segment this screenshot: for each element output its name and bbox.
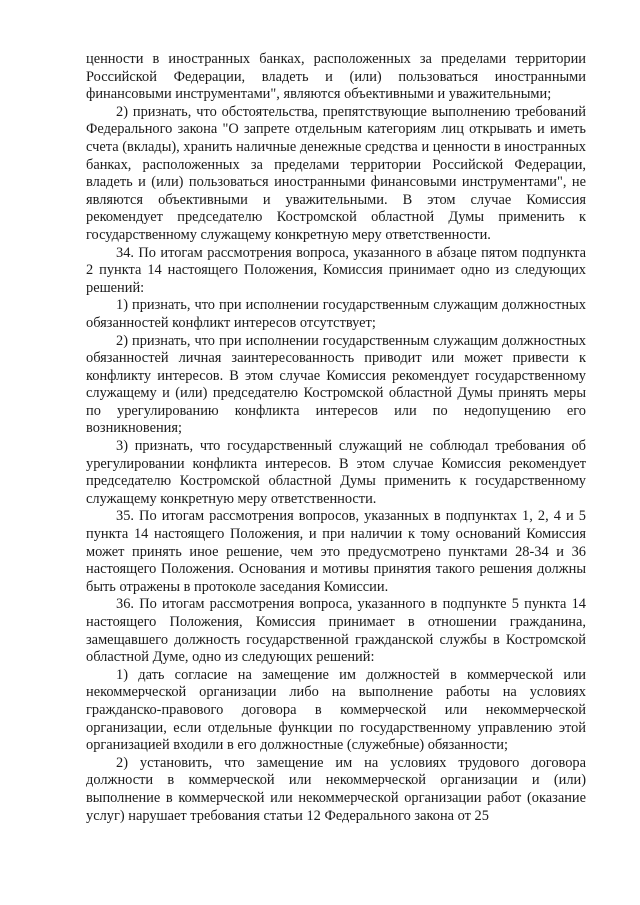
paragraph-item-1: 1) признать, что при исполнении государственным служащим должностных обязанностей конфликт интересов отсутствует;	[86, 297, 586, 331]
paragraph-item-2: 2) признать, что обстоятельства, препятствующие выполнению требований Федерального закона "О запрете отдельным категориям лиц открывать и иметь счета (вклады), хранить наличные денежные средства и ценности в иностранных банках, расположенных за пределами территории Российской Федерации, владеть и (или) пользоваться иностранными финансовыми инструментами", не являются объективными и уважительными. В этом случае Комиссия рекомендует председателю Костромской областной Думы применить к государственному служащему конкретную меру ответственности.	[86, 103, 586, 243]
paragraph-item-3: 3) признать, что государственный служащий не соблюдал требования об урегулировании конфликта интересов. В этом случае Комиссия рекомендует председателю Костромской областной Думы применить к государственному служащему конкретную меру ответственности.	[86, 438, 586, 507]
paragraph-item-2: 2) признать, что при исполнении государственным служащим должностных обязанностей личная заинтересованность приводит или может привести к конфликту интересов. В этом случае Комиссия рекомендует государственному служащему и (или) председателю Костромской областной Думы принять меры по урегулированию конфликта интересов или по недопущению его возникновения;	[86, 332, 586, 437]
paragraph-item-2: 2) установить, что замещение им на условиях трудового договора должности в коммерческой или некоммерческой организации и (или) выполнение в коммерческой или некоммерческой организации работ (оказание услуг) нарушает требования статьи 12 Федерального закона от 25	[86, 754, 586, 824]
paragraph-item-1: 1) дать согласие на замещение им должностей в коммерческой или некоммерческой организации либо на выполнение работы на условиях гражданско-правового договора в коммерческой или некоммерческой организации, если отдельные функции по государственному управлению этой организацией входили в его должностные (служебные) обязанности;	[86, 666, 586, 754]
document-body	[86, 51, 586, 825]
paragraph-clause-34: 34. По итогам рассмотрения вопроса, указанного в абзаце пятом подпункта 2 пункта 14 настоящего Положения, Комиссия принимает одно из следующих решений:	[86, 244, 586, 296]
paragraph-clause-36: 36. По итогам рассмотрения вопроса, указанного в подпункте 5 пункта 14 настоящего Положения, Комиссия принимает в отношении гражданина, замещавшего должность государственной гражданской службы в Костромской областной Думе, одно из следующих решений:	[86, 596, 586, 666]
paragraph-continuation: ценности в иностранных банках, расположенных за пределами территории Российской Федерации, владеть и (или) пользоваться иностранными финансовыми инструментами", являются объективными и уважительными;	[86, 51, 586, 103]
paragraph-clause-35: 35. По итогам рассмотрения вопросов, указанных в подпунктах 1, 2, 4 и 5 пункта 14 настоящего Положения, и при наличии к тому оснований Комиссия может принять иное решение, чем это предусмотрено пунктами 28-34 и 36 настоящего Положения. Основания и мотивы принятия такого решения должны быть отражены в протоколе заседания Комиссии.	[86, 508, 586, 595]
